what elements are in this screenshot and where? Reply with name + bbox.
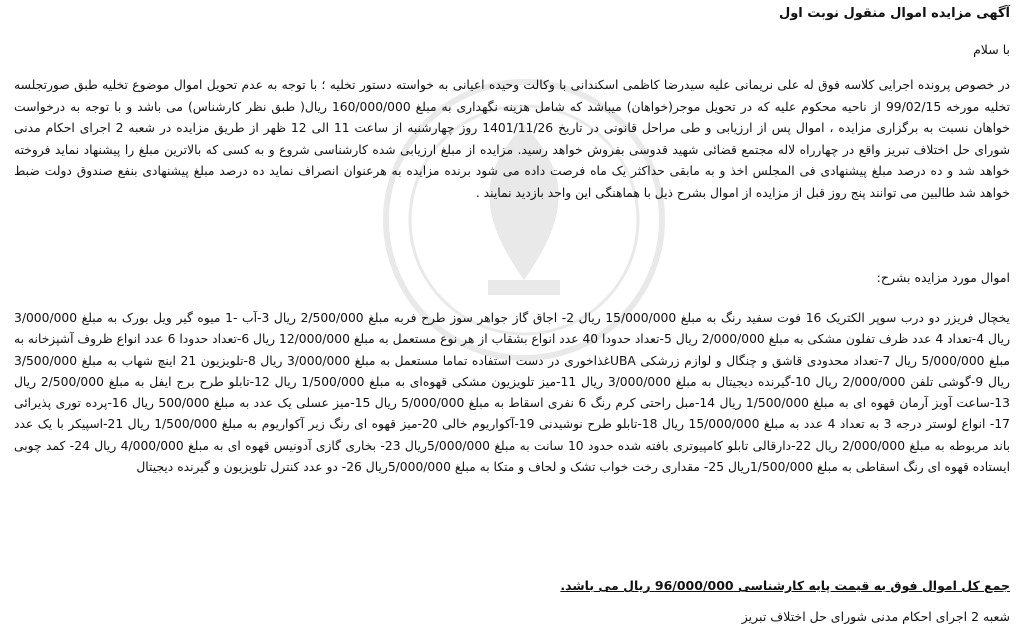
notice-title: آگهی مزایده اموال منقول نوبت اول — [778, 6, 1010, 21]
items-paragraph: یخچال فریزر دو درب سوپر الکتریک 16 فوت سفید رنگ به مبلغ 15/000/000 ریال 2- اجاق گاز جواهر سوز طرح فربه مبلغ 2/500/000 ریال 3-آب -1 میوه گیر ویل بورک به مبلغ 3/000/000 ریال 4-تعداد 4 عدد ظرف تفلون مشکی به مبلغ 2/000/000 ریال 5-تعداد حدودا 40 عدد انواع بشقاب از هر نوع مستعمل به مبلغ 12/000/000 ریال 6-تعداد حدودا 6 عدد انواع ظروف آشپزخانه به مبلغ 5/000/000 ریال 7-تعداد محدودی قاشق و چنگال و لوازم زرشکی UBAغذاخوری در دست استفاده تماما مستعمل به مبلغ 3/000/000 ریال 8-تلویزیون 21 اینچ شهاب به مبلغ 3/500/000 ریال 9-گوشی تلفن 2/000/000 ریال 10-گیرنده دیجیتال به مبلغ 3/000/000 ریال 11-میز تلویزیون مشکی قهوه‌ای به مبلغ 1/500/000 ریال 12-تابلو طرح برج ایفل به مبلغ 2/500/000 ریال 13-ساعت آویز آرمان قهوه ای به مبلغ 1/500/000 ریال 14-مبل راحتی کرم رنگ 6 نفری اسقاط به مبلغ 5/000/000 ریال 15-میز عسلی یک عدد به مبلغ 500/000 ریال 16-پرده توری پذیرائی 17- انواع لوستر درجه 3 به تعداد 4 عدد به مبلغ 15/000/000 ریال 18-تابلو طرح نوشیدنی 19-آکواریوم خالی 20-میز قهوه ای رنگ زیر آکواریوم به مبلغ 1/500/000 ریال 21-اسپیکر با یک عدد باند مربوطه به مبلغ 2/000/000 ریال 22-دارقالی تابلو کامپیوتری بافته شده حدود 10 سانت به مبلغ 5/000/000ریال 23- بخاری گازی آدونیس قهوه ای به مبلغ 4/000/000 ریال 24- کمد چوبی ایستاده قهوه ای رنگ اسقاطی به مبلغ 1/500/000ریال 25- مقداری رخت خواب تشک و لحاف و متکا به مبلغ 5/000/000ریال 26- دو عدد کنترل تلویزیون و گیرنده دیجیتال — [14, 311, 1011, 475]
items-heading: اموال مورد مزایده بشرح: — [876, 270, 1010, 285]
intro-paragraph: در خصوص پرونده اجرایی کلاسه فوق له علی نریمانی علیه سیدرضا کاظمی اسکندانی با وکالت وحیده اعیانی به خواسته دستور تخلیه ؛ با توجه به عدم تحویل اموال موضوع تخلیه طبق صورتجلسه تخلیه مورخه 99/02/15 از ناحیه محکوم علیه که در تحویل موجر(خواهان) میباشد که شامل هزینه نگهداری به مبلغ 160/000/000 ریال( طبق نظر کارشناس) می باشد و با توجه به درخواست خواهان نسبت به برگزاری مزایده ، اموال پس از ارزیابی و طی مراحل قانونی در تاریخ 1401/11/26 روز چهارشنبه از ساعت 11 الی 12 ظهر از طریق مزایده در شعبه 2 اجرای احکام مدنی شورای حل اختلاف تبریز واقع در چهارراه لاله مجتمع قضائی شهید قدوسی بفروش خواهد رسید. مزایده از مبلغ ارزیابی شده کارشناسی شروع و به کسی که بالاترین مبلغ را پیشنهاد نماید فروخته خواهد شد و ده درصد مبلغ پیشنهادی فی المجلس اخذ و به مابقی حداکثر یک ماه فرصت داده می شود برنده مزایده به هرعنوان انصراف نماید ده درصد مبلغ پیشنهادی بنفع صندوق دولت ضبط خواهد شد طالبین می توانند پنج روز قبل از مزایده از اموال بشرح ذیل با هماهنگی این واحد بازدید نمایند . — [14, 78, 1010, 200]
total-line: جمع کل اموال فوق به قیمت پایه کارشناسی 96/000/000 ریال می باشد. — [560, 578, 1010, 593]
notice-document — [14, 0, 1010, 644]
greeting: با سلام — [973, 42, 1010, 57]
footer-signature: شعبه 2 اجرای احکام مدنی شورای حل اختلاف تبریز — [741, 609, 1010, 624]
